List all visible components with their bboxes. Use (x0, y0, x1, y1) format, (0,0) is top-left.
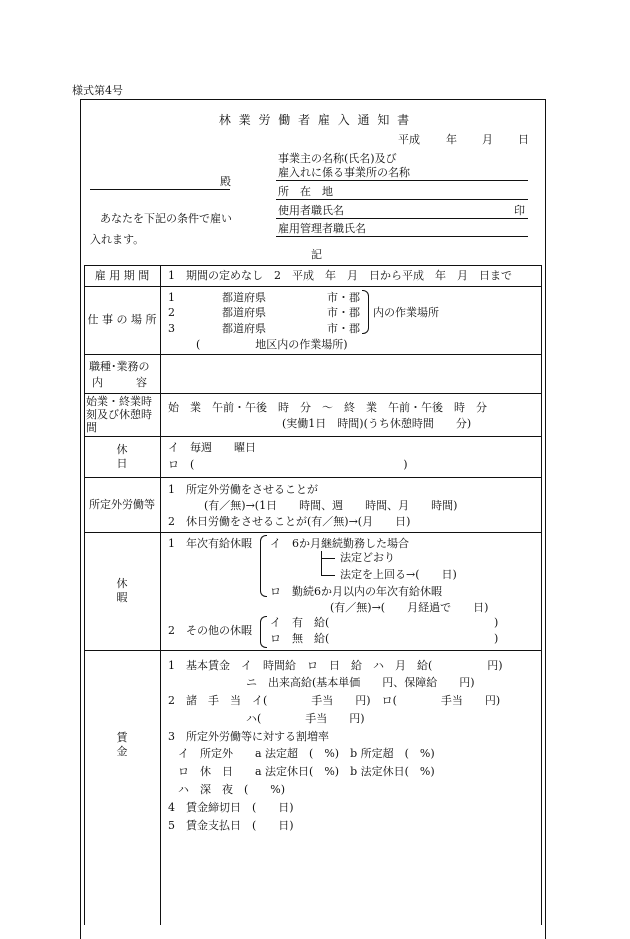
place-pref-2: 都道府県 (222, 306, 266, 319)
ki-mark: 記 (311, 248, 322, 261)
wage-line-5: 3 所定外労働等に対する割増率 (168, 730, 329, 743)
overtime-line-3: 2 休日労働をさせることが(有／無)→(月 日) (168, 515, 411, 528)
leave-annual-d: ロ 勤続6か月以内の年次有給休暇 (270, 585, 442, 598)
wage-label: 賃 金 (116, 731, 183, 758)
address-label: 所 在 地 (278, 185, 333, 198)
intro-line-2: 入れます。 (90, 233, 145, 246)
leave-other-brace (260, 616, 267, 648)
hours-label-3: 間 (86, 421, 97, 434)
leave-annual-b: 法定どおり (340, 551, 395, 564)
leave-annual-e: (有／無)→( 月経過で 日) (330, 601, 489, 614)
place-region: ( 地区内の作業場所) (196, 338, 348, 351)
wage-line-6: イ 所定外 a 法定超 ( %) b 所定超 ( %) (178, 747, 435, 760)
leave-paid: イ 有 給( (270, 616, 330, 629)
leave-label: 休 暇 (116, 577, 183, 604)
date-era: 平成 (398, 133, 420, 146)
wage-line-4: ハ( 手当 円) (246, 712, 365, 725)
recipient-line (90, 189, 230, 190)
leave-other: 2 その他の休暇 (168, 624, 252, 637)
job-label-1: 職種･業務の (89, 360, 150, 373)
place-pref-1: 都道府県 (222, 291, 266, 304)
leave-annual-a: イ 6か月継続勤務した場合 (270, 537, 409, 550)
place-num-3: 3 (168, 322, 175, 335)
row-divider (84, 354, 542, 355)
row-divider (84, 393, 542, 394)
place-city-3: 市・郡 (327, 322, 360, 335)
leave-brace (260, 535, 267, 597)
leave-unpaid-close: ) (494, 632, 499, 645)
hours-line-1: 始 業 午前・午後 時 分 〜 終 業 午前・午後 時 分 (168, 401, 487, 414)
period-label: 雇 用 期 間 (94, 268, 150, 282)
place-inside: 内の作業場所 (373, 306, 439, 319)
leave-unpaid: ロ 無 給( (270, 632, 330, 645)
hours-line-2: (実働1日 時間)(うち休憩時間 分) (282, 417, 472, 430)
seal-mark: 印 (514, 204, 525, 217)
user-title-label: 使用者職氏名 (278, 204, 344, 217)
tree-branch (321, 558, 335, 559)
wage-line-9: 4 賃金締切日 ( 日) (168, 801, 294, 814)
hours-label-1: 始業・終業時 (86, 395, 152, 408)
wage-line-2: ニ 出来高給(基本単価 円、保障給 円) (246, 676, 475, 689)
date-month: 月 (482, 133, 493, 146)
place-num-1: 1 (168, 291, 175, 304)
place-label: 仕 事 の 場 所 (87, 313, 157, 327)
date-year: 年 (446, 133, 457, 146)
recipient-suffix: 殿 (220, 175, 231, 188)
holiday-label: 休 日 (116, 442, 183, 470)
place-city-2: 市・郡 (327, 306, 360, 319)
hours-label-2: 刻及び休憩時 (86, 408, 152, 421)
leave-annual-c: 法定を上回る→( 日) (340, 568, 457, 581)
period-text: 1 期間の定めなし 2 平成 年 月 日から平成 年 月 日まで (168, 269, 512, 282)
overtime-label: 所定外労働等 (89, 497, 155, 511)
tree-line (321, 551, 322, 575)
overtime-line-2: (有／無)→(1日 時間、週 時間、月 時間) (204, 499, 458, 512)
date-day: 日 (518, 133, 529, 146)
wage-line-10: 5 賃金支払日 ( 日) (168, 819, 294, 832)
overtime-line-1: 1 所定外労働をさせることが (168, 483, 318, 496)
employer-line (276, 180, 528, 181)
leave-paid-close: ) (494, 616, 499, 629)
place-pref-3: 都道府県 (222, 322, 266, 335)
form-number: 様式第4号 (72, 84, 123, 97)
place-num-2: 2 (168, 306, 175, 319)
employer-name-label-2: 雇入れに係る事業所の名称 (278, 166, 410, 179)
manager-label: 雇用管理者職氏名 (278, 222, 366, 235)
wage-line-3: 2 諸 手 当 イ( 手当 円) ロ( 手当 円) (168, 694, 501, 707)
intro-line-1: あなたを下記の条件で雇い (100, 212, 232, 225)
user-line (276, 218, 528, 219)
label-column-divider (160, 265, 161, 925)
address-line (276, 199, 528, 200)
wage-line-8: ハ 深 夜 ( %) (178, 783, 286, 796)
tree-branch (321, 575, 335, 576)
place-brace (362, 290, 369, 334)
holiday-line-2: ロ ( ) (168, 458, 408, 471)
wage-line-7: ロ 休 日 a 法定休日( %) b 法定休日( %) (178, 765, 435, 778)
holiday-line-1: イ 毎週 曜日 (168, 441, 256, 454)
manager-line (276, 236, 528, 237)
wage-line-1: 1 基本賃金 イ 時間給 ロ 日 給 ハ 月 給( 円) (168, 659, 503, 672)
document-title: 林 業 労 働 者 雇 入 通 知 書 (218, 113, 412, 127)
employer-name-label: 事業主の名称(氏名)及び (278, 152, 397, 165)
place-city-1: 市・郡 (327, 291, 360, 304)
job-label-2: 内 容 (92, 376, 147, 389)
leave-annual: 1 年次有給休暇 (168, 537, 252, 550)
